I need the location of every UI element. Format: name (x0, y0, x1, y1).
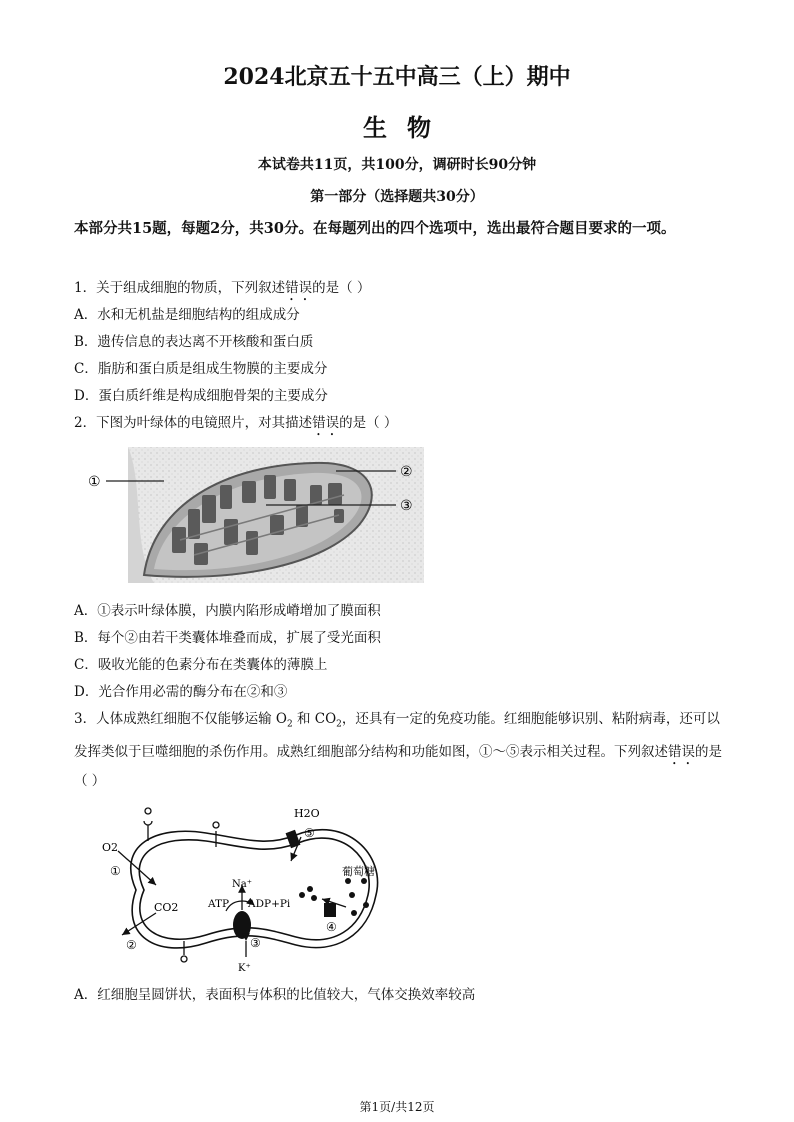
label-glucose: 葡萄糖 (342, 865, 375, 878)
label-n1: ① (110, 864, 121, 878)
label-o2: O2 (102, 841, 119, 854)
q1-option-b: B．遗传信息的表达离不开核酸和蛋白质 (74, 334, 314, 350)
chloroplast-micrograph (84, 445, 424, 585)
page-footer: 第1页/共12页 (359, 1100, 435, 1114)
label-2: ② (400, 464, 413, 480)
label-h2o: H2O (294, 807, 320, 820)
q2-option-c: C．吸收光能的色素分布在类囊体的薄膜上 (74, 657, 328, 673)
label-n4: ④ (326, 920, 337, 934)
subject-title: 生物 (363, 113, 451, 142)
q2-option-d: D．光合作用必需的酶分布在②和③ (74, 684, 288, 700)
label-k: K⁺ (238, 963, 251, 974)
label-n5: ⑤ (304, 826, 315, 840)
q3-option-a: A．红细胞呈圆饼状，表面积与体积的比值较大，气体交换效率较高 (74, 987, 476, 1003)
label-n2: ② (126, 938, 137, 952)
label-n3: ③ (250, 936, 261, 950)
section-instructions: 本部分共15题，每题2分，共30分。在每题列出的四个选项中，选出最符合题目要求的一项。 (74, 220, 676, 237)
q1-stem: 1．关于组成细胞的物质，下列叙述错误的是（ ） (74, 280, 371, 296)
q2-option-a: A．①表示叶绿体膜，内膜内陷形成嵴增加了膜面积 (74, 603, 381, 619)
label-co2: CO2 (154, 901, 179, 914)
q3-stem: 3．人体成熟红细胞不仅能够运输 $O_2$ 和 $CO_2$，还具有一定的免疫功能。红细胞能够识别、粘附病毒，还可以发挥类似于巨噬细胞的杀伤作用。成熟红细胞部分结构和功能如图，①～⑤表示相关过程。下列叙述错误的是（ ） (74, 711, 722, 789)
label-1: ① (88, 474, 101, 490)
section-heading: 第一部分（选择题共30分） (310, 189, 484, 205)
exam-info: 本试卷共11页，共100分，调研时长90分钟 (257, 157, 537, 173)
label-adp: ADP+Pi (248, 898, 291, 910)
exam-title: 2024北京五十五中高三（上）期中 (223, 64, 571, 90)
q1-option-c: C．脂肪和蛋白质是组成生物膜的主要成分 (74, 361, 328, 377)
red-blood-cell-diagram (96, 795, 396, 975)
label-na: Na⁺ (232, 879, 252, 890)
q2-stem: 2．下图为叶绿体的电镜照片，对其描述错误的是（ ） (74, 415, 398, 431)
q1-option-d: D．蛋白质纤维是构成细胞骨架的主要成分 (74, 388, 328, 404)
label-atp: ATP (208, 898, 230, 910)
q1-option-a: A．水和无机盐是细胞结构的组成成分 (74, 307, 300, 323)
label-3: ③ (400, 498, 413, 514)
q2-option-b: B．每个②由若干类囊体堆叠而成，扩展了受光面积 (74, 630, 381, 646)
